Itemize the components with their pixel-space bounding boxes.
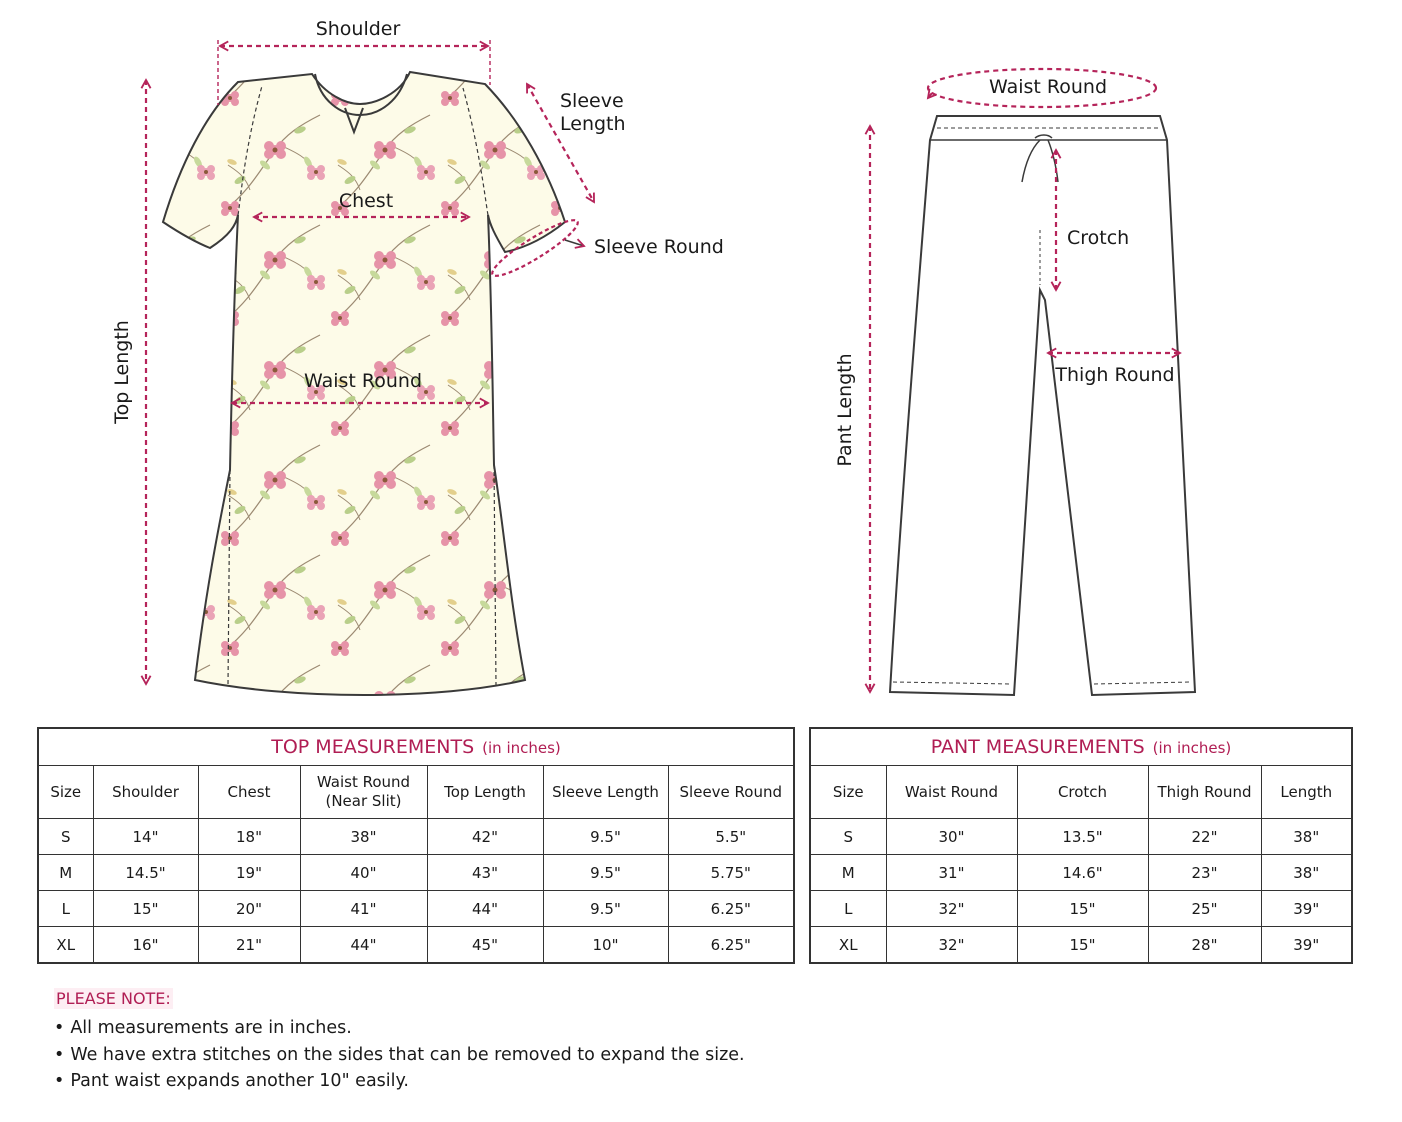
table-cell: 15" bbox=[93, 891, 198, 927]
table-cell: 23" bbox=[1148, 855, 1261, 891]
table-cell: 44" bbox=[427, 891, 543, 927]
column-header: Sleeve Length bbox=[543, 766, 668, 819]
table-cell: 9.5" bbox=[543, 891, 668, 927]
table-cell: 9.5" bbox=[543, 855, 668, 891]
top-table-title bbox=[38, 728, 794, 766]
label-sleeve-round: Sleeve Round bbox=[594, 236, 724, 258]
label-sleeve-length-1: Sleeve bbox=[560, 90, 624, 112]
label-chest: Chest bbox=[338, 190, 394, 212]
table-cell: XL bbox=[810, 927, 886, 964]
table-cell: XL bbox=[38, 927, 93, 964]
label-top-length: Top Length bbox=[111, 320, 133, 424]
pant-table-title-text: PANT MEASUREMENTS bbox=[930, 736, 1145, 758]
table-cell: 31" bbox=[886, 855, 1017, 891]
table-cell: L bbox=[38, 891, 93, 927]
table-cell: S bbox=[810, 819, 886, 855]
column-header: Crotch bbox=[1017, 766, 1148, 819]
table-cell: 14.6" bbox=[1017, 855, 1148, 891]
table-header-row bbox=[810, 766, 1352, 819]
table-cell: 38" bbox=[1261, 855, 1352, 891]
table-cell: 5.75" bbox=[668, 855, 794, 891]
column-header: Waist Round bbox=[886, 766, 1017, 819]
table-cell: 22" bbox=[1148, 819, 1261, 855]
table-row bbox=[38, 855, 794, 891]
note-item: • We have extra stitches on the sides that can be removed to expand the size. bbox=[54, 1042, 745, 1069]
table-cell: 42" bbox=[427, 819, 543, 855]
pant-table-title bbox=[810, 728, 1352, 766]
column-header bbox=[300, 766, 427, 819]
table-cell: L bbox=[810, 891, 886, 927]
note-item: • All measurements are in inches. bbox=[54, 1015, 745, 1042]
table-cell: 25" bbox=[1148, 891, 1261, 927]
table-row bbox=[38, 819, 794, 855]
table-cell: 9.5" bbox=[543, 819, 668, 855]
table-cell: 45" bbox=[427, 927, 543, 964]
table-cell: 44" bbox=[300, 927, 427, 964]
table-row bbox=[810, 855, 1352, 891]
label-waist-round-pant: Waist Round bbox=[989, 76, 1107, 98]
table-cell: 38" bbox=[1261, 819, 1352, 855]
table-cell: 41" bbox=[300, 891, 427, 927]
table-cell: 6.25" bbox=[668, 891, 794, 927]
table-cell: 20" bbox=[198, 891, 300, 927]
column-header-line: Waist Round bbox=[316, 773, 411, 791]
table-row bbox=[38, 927, 794, 964]
table-row bbox=[38, 891, 794, 927]
top-table-unit: (in inches) bbox=[482, 739, 561, 757]
table-cell: M bbox=[38, 855, 93, 891]
table-cell: 38" bbox=[300, 819, 427, 855]
column-header: Shoulder bbox=[93, 766, 198, 819]
table-header-row bbox=[38, 766, 794, 819]
pant-measurements-table bbox=[809, 727, 1353, 964]
table-cell: 43" bbox=[427, 855, 543, 891]
label-pant-length: Pant Length bbox=[834, 353, 856, 467]
table-cell: M bbox=[810, 855, 886, 891]
table-cell: 32" bbox=[886, 891, 1017, 927]
table-cell: 14" bbox=[93, 819, 198, 855]
table-cell: 28" bbox=[1148, 927, 1261, 964]
table-cell: 19" bbox=[198, 855, 300, 891]
table-cell: 15" bbox=[1017, 927, 1148, 964]
table-cell: S bbox=[38, 819, 93, 855]
table-cell: 32" bbox=[886, 927, 1017, 964]
notes-section bbox=[54, 988, 745, 1095]
table-cell: 15" bbox=[1017, 891, 1148, 927]
table-cell: 10" bbox=[543, 927, 668, 964]
label-sleeve-length-2: Length bbox=[560, 113, 626, 135]
table-row bbox=[810, 819, 1352, 855]
table-cell: 39" bbox=[1261, 891, 1352, 927]
column-header: Top Length bbox=[427, 766, 543, 819]
table-cell: 13.5" bbox=[1017, 819, 1148, 855]
table-cell: 6.25" bbox=[668, 927, 794, 964]
table-cell: 18" bbox=[198, 819, 300, 855]
label-waist-round-top: Waist Round bbox=[304, 370, 422, 392]
notes-title: PLEASE NOTE: bbox=[56, 989, 171, 1008]
top-measurements-table bbox=[37, 727, 795, 964]
note-item: • Pant waist expands another 10" easily. bbox=[54, 1068, 745, 1095]
pant-table-unit: (in inches) bbox=[1152, 739, 1232, 757]
notes-list bbox=[54, 1015, 745, 1095]
label-shoulder: Shoulder bbox=[315, 18, 401, 40]
column-header-subline: (Near Slit) bbox=[325, 792, 402, 810]
column-header: Thigh Round bbox=[1148, 766, 1261, 819]
table-cell: 21" bbox=[198, 927, 300, 964]
column-header: Sleeve Round bbox=[668, 766, 794, 819]
table-cell: 30" bbox=[886, 819, 1017, 855]
column-header: Length bbox=[1261, 766, 1352, 819]
table-row bbox=[810, 891, 1352, 927]
table-cell: 16" bbox=[93, 927, 198, 964]
table-cell: 5.5" bbox=[668, 819, 794, 855]
label-crotch: Crotch bbox=[1067, 227, 1130, 249]
column-header: Size bbox=[38, 766, 93, 819]
column-header: Size bbox=[810, 766, 886, 819]
pant-outline bbox=[890, 116, 1195, 695]
table-row bbox=[810, 927, 1352, 964]
pant-drawing bbox=[890, 116, 1195, 695]
column-header: Chest bbox=[198, 766, 300, 819]
label-thigh-round: Thigh Round bbox=[1055, 364, 1175, 386]
top-table-title-text: TOP MEASUREMENTS bbox=[271, 736, 475, 758]
table-cell: 39" bbox=[1261, 927, 1352, 964]
table-cell: 14.5" bbox=[93, 855, 198, 891]
table-cell: 40" bbox=[300, 855, 427, 891]
